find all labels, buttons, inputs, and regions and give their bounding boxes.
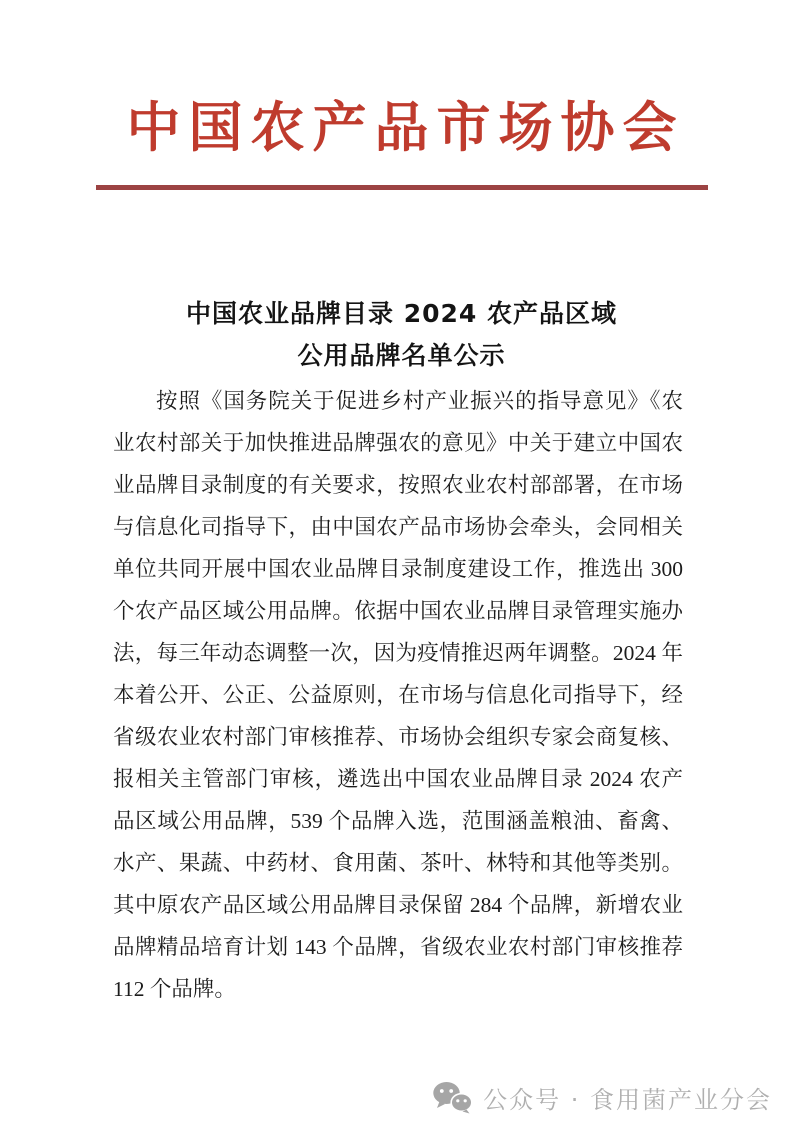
body-line: 个农产品区域公用品牌。依据中国农业品牌目录管理实施办 [113,599,683,623]
body-line: 其中原农产品区域公用品牌目录保留 284 个品牌，新增农业 [113,893,683,917]
watermark [432,1080,772,1115]
body-line: 省级农业农村部门审核推荐、市场协会组织专家会商复核、 [113,725,683,749]
body-line: 业品牌目录制度的有关要求，按照农业农村部部署，在市场 [113,473,683,497]
body-line: 报相关主管部门审核，遴选出中国农业品牌目录 2024 农产 [113,767,683,791]
body-line: 按照《国务院关于促进乡村产业振兴的指导意见》《农 [156,389,683,413]
document-body [113,380,683,1010]
body-line: 品牌精品培育计划 143 个品牌，省级农业农村部门审核推荐 [113,935,683,959]
letterhead-org-name: 中国农产品市场协会 [126,95,685,159]
letterhead-rule [96,185,708,190]
body-line: 本着公开、公正、公益原则，在市场与信息化司指导下，经 [113,683,683,707]
document-title-line1: 中国农业品牌目录 2024 农产品区域 [186,298,617,328]
letterhead [0,0,803,190]
document-title [0,293,803,377]
watermark-text: 公众号 · 食用菌产业分会 [483,1086,772,1114]
body-line: 业农村部关于加快推进品牌强农的意见》中关于建立中国农 [113,431,683,455]
body-line: 品区域公用品牌，539 个品牌入选，范围涵盖粮油、畜禽、 [113,809,683,833]
body-line: 与信息化司指导下，由中国农产品市场协会牵头，会同相关 [113,515,683,539]
body-line: 法，每三年动态调整一次，因为疫情推迟两年调整。2024 年 [113,641,683,665]
body-line: 单位共同开展中国农业品牌目录制度建设工作，推选出 300 [113,557,683,581]
body-line: 水产、果蔬、中药材、食用菌、茶叶、林特和其他等类别。 [113,851,683,875]
body-line: 112 个品牌。 [113,977,236,1001]
wechat-icon [432,1081,474,1114]
document-title-line2: 公用品牌名单公示 [297,340,506,370]
